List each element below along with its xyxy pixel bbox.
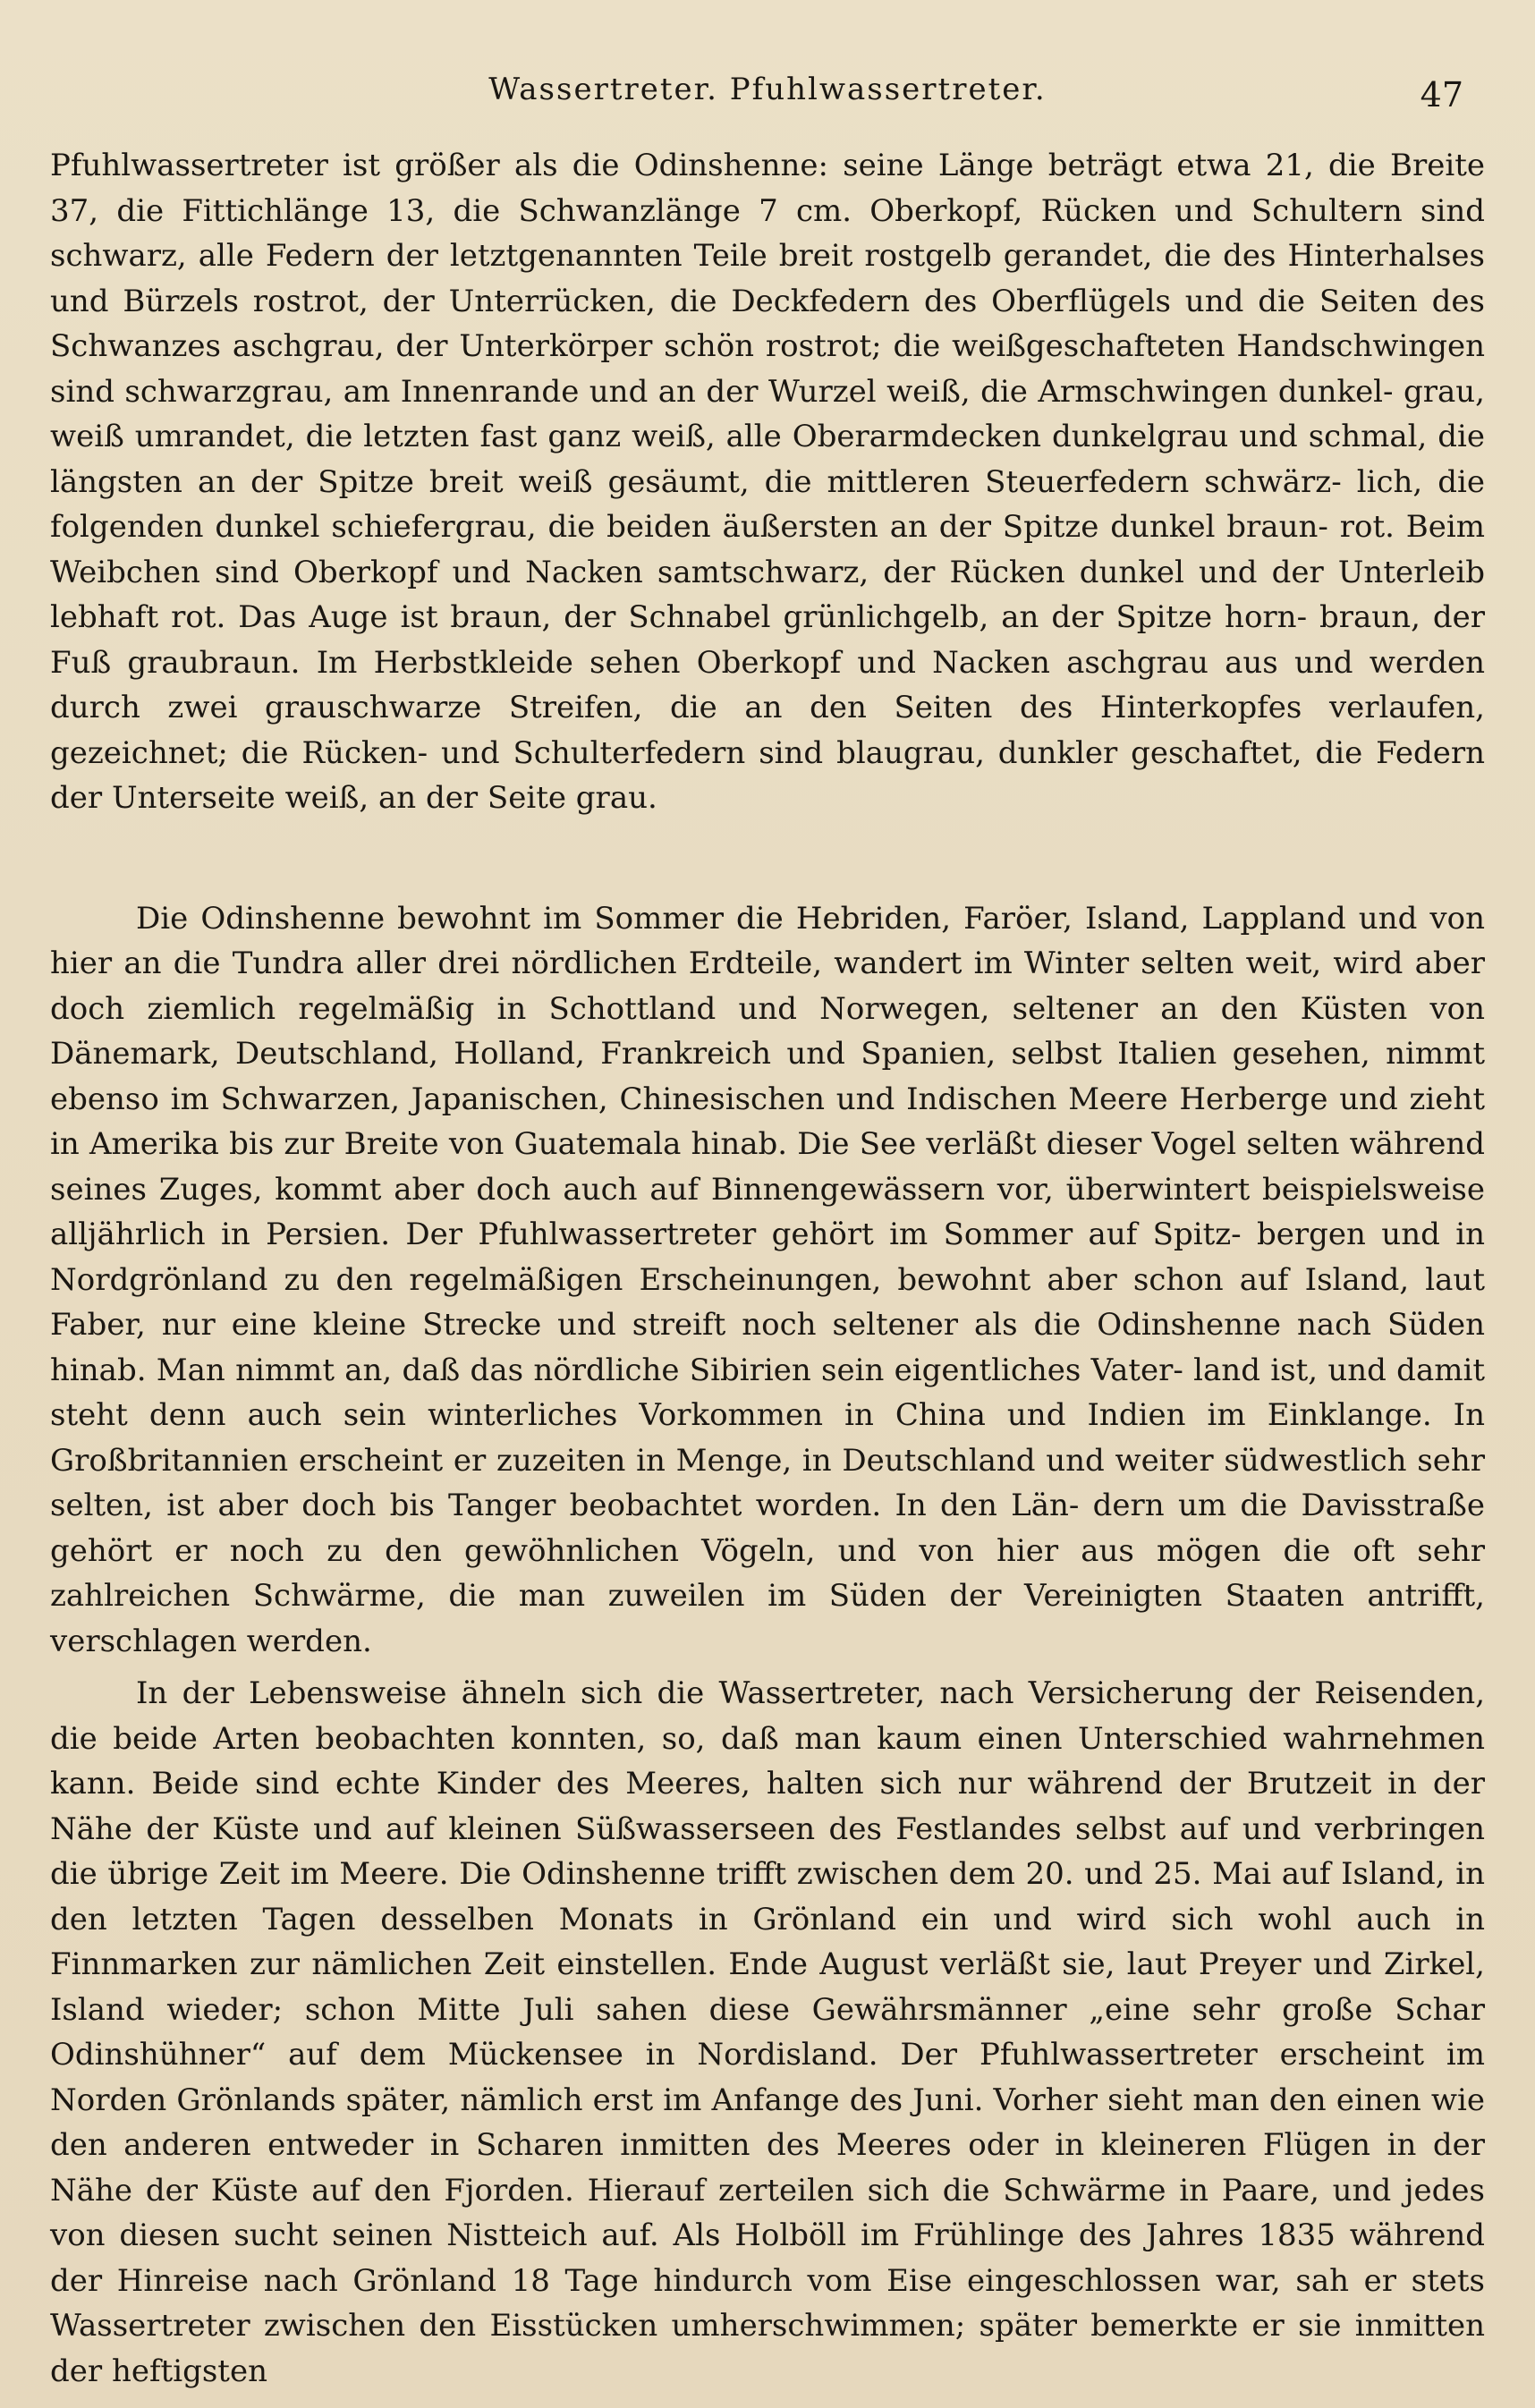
running-title: Wassertreter. Pfuhlwassertreter. [488, 72, 1047, 107]
page-number: 47 [1420, 75, 1463, 114]
body-text [50, 143, 1485, 2394]
paragraph-description: Pfuhlwassertreter ist größer als die Odinshenne: seine Länge beträgt etwa 21, die Breite 37, die Fittichlänge 13, die Schwanzlänge 7 cm. Oberkopf, Rücken und Schultern sind schwarz, alle Federn der letztgenannten Teile breit rostgelb gerandet, die des Hinterhalses und Bürzels rostrot, der Unterrücken, die Deckfedern des Oberflügels und die Seiten des Schwanzes aschgrau, der Unterkörper schön rostrot; die weißgeschafteten Handschwingen sind schwarzgrau, am Innenrande und an der Wurzel weiß, die Armschwingen dunkel- grau, weiß umrandet, die letzten fast ganz weiß, alle Oberarmdecken dunkelgrau und schmal, die längsten an der Spitze breit weiß gesäumt, die mittleren Steuerfedern schwärz- lich, die folgenden dunkel schiefergrau, die beiden äußersten an der Spitze dunkel braun- rot. Beim Weibchen sind Oberkopf und Nacken samtschwarz, der Rücken dunkel und der Unterleib lebhaft rot. Das Auge ist braun, der Schnabel grünlichgelb, an der Spitze horn- braun, der Fuß graubraun. Im Herbstkleide sehen Oberkopf und Nacken aschgrau aus und werden durch zwei grauschwarze Streifen, die an den Seiten des Hinterkopfes verlaufen, gezeichnet; die Rücken- und Schulterfedern sind blaugrau, dunkler geschaftet, die Federn der Unterseite weiß, an der Seite grau. [50, 148, 1485, 816]
paragraph-lifestyle: In der Lebensweise ähneln sich die Wassertreter, nach Versicherung der Reisenden, die beide Arten beobachten konnten, so, daß man kaum einen Unterschied wahrnehmen kann. Beide sind echte Kinder des Meeres, halten sich nur während der Brutzeit in der Nähe der Küste und auf kleinen Süßwasserseen des Festlandes selbst auf und verbringen die übrige Zeit im Meere. Die Odinshenne trifft zwischen dem 20. und 25. Mai auf Island, in den letzten Tagen desselben Monats in Grönland ein und wird sich wohl auch in Finnmarken zur nämlichen Zeit einstellen. Ende August verläßt sie, laut Preyer und Zirkel, Island wieder; schon Mitte Juli sahen diese Gewährsmänner „eine sehr große Schar Odinshühner“ auf dem Mückensee in Nordisland. Der Pfuhlwassertreter erscheint im Norden Grönlands später, nämlich erst im Anfange des Juni. Vorher sieht man den einen wie den anderen entweder in Scharen inmitten des Meeres oder in kleineren Flügen in der Nähe der Küste auf den Fjorden. Hierauf zerteilen sich die Schwärme in Paare, und jedes von diesen sucht seinen Nistteich auf. Als Holböll im Frühlinge des Jahres 1835 während der Hinreise nach Grönland 18 Tage hindurch vom Eise eingeschlossen war, sah er stets Wassertreter zwischen den Eisstücken umherschwimmen; später bemerkte er sie inmitten der heftigsten [50, 1675, 1485, 2389]
page-header [54, 64, 1481, 118]
paragraph-distribution: Die Odinshenne bewohnt im Sommer die Hebriden, Faröer, Island, Lappland und von hier an die Tundra aller drei nördlichen Erdteile, wandert im Winter selten weit, wird aber doch ziemlich regelmäßig in Schottland und Norwegen, seltener an den Küsten von Dänemark, Deutschland, Holland, Frankreich und Spanien, selbst Italien gesehen, nimmt ebenso im Schwarzen, Japanischen, Chinesischen und Indischen Meere Herberge und zieht in Amerika bis zur Breite von Guatemala hinab. Die See verläßt dieser Vogel selten während seines Zuges, kommt aber doch auch auf Binnengewässern vor, überwintert beispielsweise alljährlich in Persien. Der Pfuhlwassertreter gehört im Sommer auf Spitz- bergen und in Nordgrönland zu den regelmäßigen Erscheinungen, bewohnt aber schon auf Island, laut Faber, nur eine kleine Strecke und streift noch seltener als die Odinshenne nach Süden hinab. Man nimmt an, daß das nördliche Sibirien sein eigentliches Vater- land ist, und damit steht denn auch sein winterliches Vorkommen in China und Indien im Einklange. In Großbritannien erscheint er zuzeiten in Menge, in Deutschland und weiter südwestlich sehr selten, ist aber doch bis Tanger beobachtet worden. In den Län- dern um die Davisstraße gehört er noch zu den gewöhnlichen Vögeln, und von hier aus mögen die oft sehr zahlreichen Schwärme, die man zuweilen im Süden der Vereinigten Staaten antrifft, verschlagen werden. [50, 900, 1485, 1659]
